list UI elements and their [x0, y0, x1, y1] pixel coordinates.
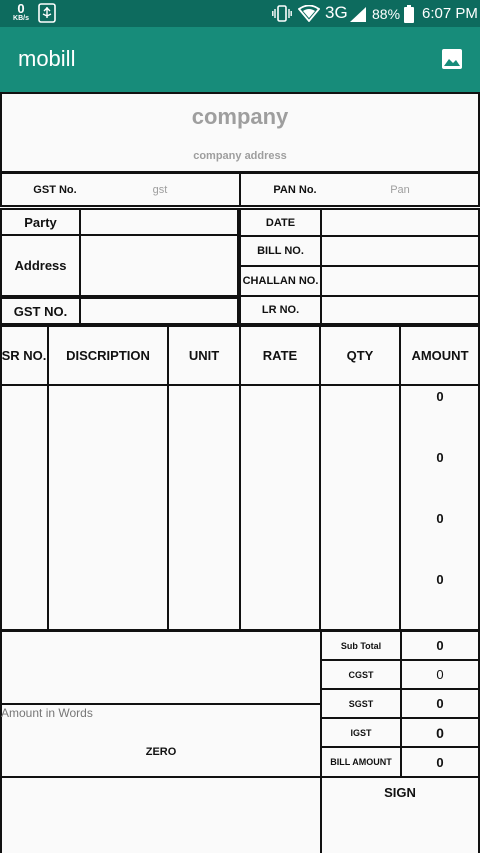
bill-no-input[interactable]	[320, 235, 480, 267]
sign-label: SIGN	[384, 784, 416, 800]
subtotal-value: 0	[436, 638, 444, 653]
vibrate-icon	[272, 5, 292, 22]
column-header-unit: UNIT	[188, 347, 220, 363]
sgst-value: 0	[436, 696, 444, 711]
pan-input[interactable]: Pan	[390, 183, 410, 196]
status-bar	[0, 0, 480, 27]
lr-no-input[interactable]	[320, 295, 480, 325]
bill-amount-label: BILL AMOUNT	[330, 757, 392, 767]
notes-box	[0, 630, 322, 705]
amount-in-words-value: ZERO	[145, 746, 177, 758]
bill-amount-value: 0	[436, 754, 444, 770]
amount-in-words-label: Amount in Words	[1, 706, 93, 720]
image-icon[interactable]	[441, 48, 463, 70]
column-header-amount: AMOUNT	[411, 347, 469, 363]
clock: 6:07 PM	[422, 5, 478, 22]
lr-no-label: LR NO.	[261, 304, 300, 316]
cgst-label: CGST	[348, 669, 374, 680]
gst-no-input[interactable]	[79, 297, 239, 325]
company-address[interactable]: company address	[193, 150, 287, 162]
address-label: Address	[14, 258, 67, 273]
battery-icon	[404, 5, 414, 23]
date-input[interactable]	[320, 208, 480, 237]
party-label: Party	[24, 214, 57, 230]
amount-value: 0	[436, 510, 444, 526]
usb-icon	[38, 3, 56, 23]
app-bar	[0, 27, 480, 92]
challan-no-input[interactable]	[320, 265, 480, 297]
invoice-sheet	[0, 92, 480, 853]
network-speed-unit: KB/s	[13, 15, 29, 22]
gst-label: GST No.	[33, 183, 77, 196]
igst-label: IGST	[350, 727, 372, 738]
battery-percent: 88%	[372, 6, 401, 22]
company-name[interactable]: company	[191, 104, 289, 129]
signal-icon	[350, 7, 366, 22]
column-header-rate: RATE	[262, 347, 298, 363]
sgst-label: SGST	[348, 698, 374, 709]
column-header-qty: QTY	[346, 347, 374, 363]
subtotal-label: Sub Total	[340, 640, 382, 651]
address-input[interactable]	[79, 234, 239, 297]
column-header-description: DISCRIPTION	[66, 347, 150, 363]
date-label: DATE	[265, 216, 296, 229]
challan-no-label: CHALLAN NO.	[242, 275, 319, 287]
column-header-sr-no: SR NO.	[1, 347, 47, 363]
amount-value: 0	[436, 388, 444, 404]
gst-input[interactable]: gst	[152, 183, 168, 196]
app-title: mobill	[18, 46, 76, 71]
network-type: 3G	[325, 3, 348, 22]
gst-no-label: GST NO.	[13, 303, 68, 319]
network-speed-value: 0	[17, 1, 25, 16]
footer-left-box	[0, 776, 322, 853]
network-speed	[9, 2, 33, 22]
wifi-icon	[298, 5, 320, 22]
party-input[interactable]	[79, 208, 239, 236]
igst-value: 0	[436, 724, 444, 741]
amount-value: 0	[436, 449, 444, 465]
pan-label: PAN No.	[273, 183, 317, 196]
amount-value: 0	[436, 571, 444, 587]
cgst-value: 0	[436, 667, 444, 682]
bill-no-label: BILL NO.	[257, 245, 304, 257]
